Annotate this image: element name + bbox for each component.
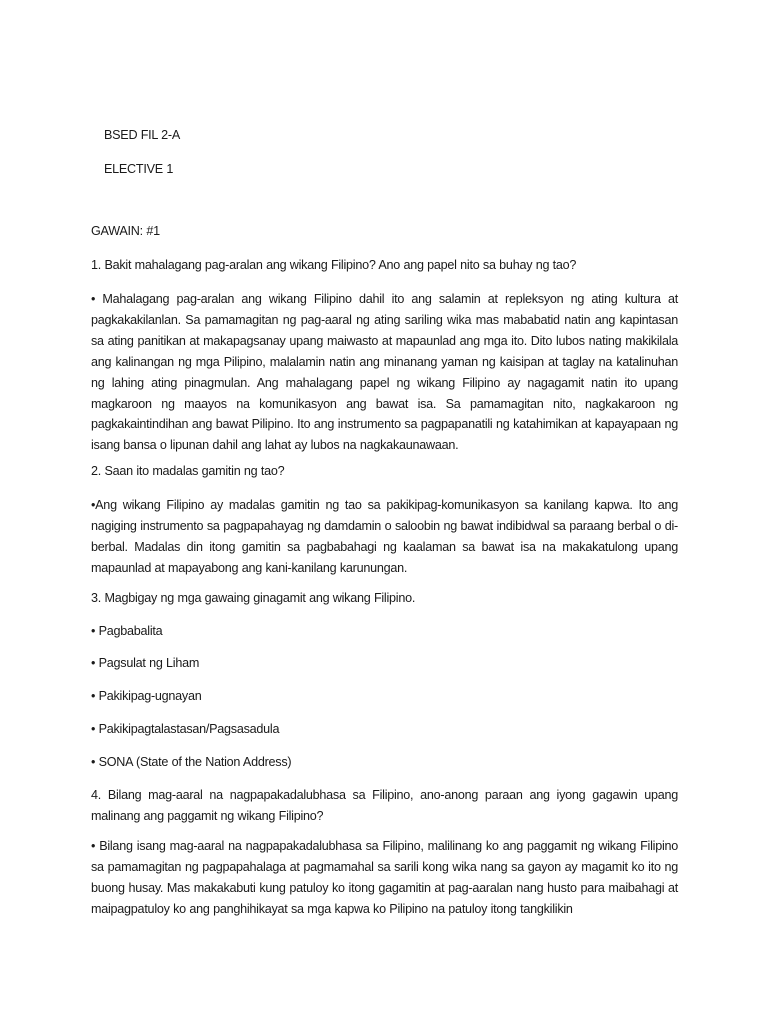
list-item: • Pakikipagtalastasan/Pagsasadula xyxy=(91,722,280,736)
question-1: 1. Bakit mahalagang pag-aralan ang wikang Filipino? Ano ang papel nito sa buhay ng tao? xyxy=(91,258,577,272)
answer-1: • Mahalagang pag-aralan ang wikang Filipino dahil ito ang salamin at repleksyon ng ating kultura at pagkakakilanlan. Sa pamamagitan ng pag-aaral ng ating sariling wika mas mababatid natin ang kapintasan sa ating panitikan at makapagsanay upang maiwasto at mapaunlad ang mga ito. Dito lubos nating makikilala ang kalinangan ng mga Pilipino, malalamin natin ang minanang yaman ng kaisipan at taglay na katalinuhan ng lahing ating pinagmulan. Ang mahalagang papel ng wikang Filipino ay nagagamit natin ito upang magkaroon ng maayos na komunikasyon ang bawat isa. Sa pamamagitan nito, nagkakaroon ng pagkakaintindihan ang bawat Pilipino. Ito ang instrumento sa pagpapanatili ng katahimikan at kapayapaan ng isang bansa o lipunan dahil ang lahat ay lubos na nagkakaunawaan. xyxy=(91,292,678,453)
list-item: • SONA (State of the Nation Address) xyxy=(91,755,292,769)
list-item: • Pakikipag-ugnayan xyxy=(91,689,202,703)
list-item: • Pagbabalita xyxy=(91,624,163,638)
question-4: 4. Bilang mag-aaral na nagpapakadalubhasa sa Filipino, ano-anong paraan ang iyong gagawin upang malinang ang paggamit ng wikang Filipino? xyxy=(91,788,678,823)
activity-title: GAWAIN: #1 xyxy=(91,224,160,238)
question-3: 3. Magbigay ng mga gawaing ginagamit ang wikang Filipino. xyxy=(91,591,416,605)
question-2: 2. Saan ito madalas gamitin ng tao? xyxy=(91,464,285,478)
course-section-heading: BSED FIL 2-A xyxy=(104,128,181,142)
subject-heading: ELECTIVE 1 xyxy=(104,162,174,176)
answer-2: •Ang wikang Filipino ay madalas gamitin ng tao sa pakikipag-komunikasyon sa kanilang kapwa. Ito ang nagiging instrumento sa pagpapahayag ng damdamin o saloobin ng bawat indibidwal sa paraang berbal o di-berbal. Madalas din itong gamitin sa pagbabahagi ng kaalaman sa bawat isa na makakatulong upang mapaunlad at mapayabong ang kani-kanilang karunungan. xyxy=(91,498,678,575)
answer-4: • Bilang isang mag-aaral na nagpapakadalubhasa sa Filipino, malilinang ko ang paggamit ng wikang Filipino sa pamamagitan ng pagpapahalaga at pagmamahal sa sarili kong wika nang sa gayon ay magamit ko ito ng buong husay. Mas makakabuti kung patuloy ko itong gagamitin at pag-aaralan nang husto para maibahagi at maipagpatuloy ko ang panghihikayat sa mga kapwa ko Pilipino na patuloy itong tangkilikin xyxy=(91,839,678,916)
list-item: • Pagsulat ng Liham xyxy=(91,656,200,670)
